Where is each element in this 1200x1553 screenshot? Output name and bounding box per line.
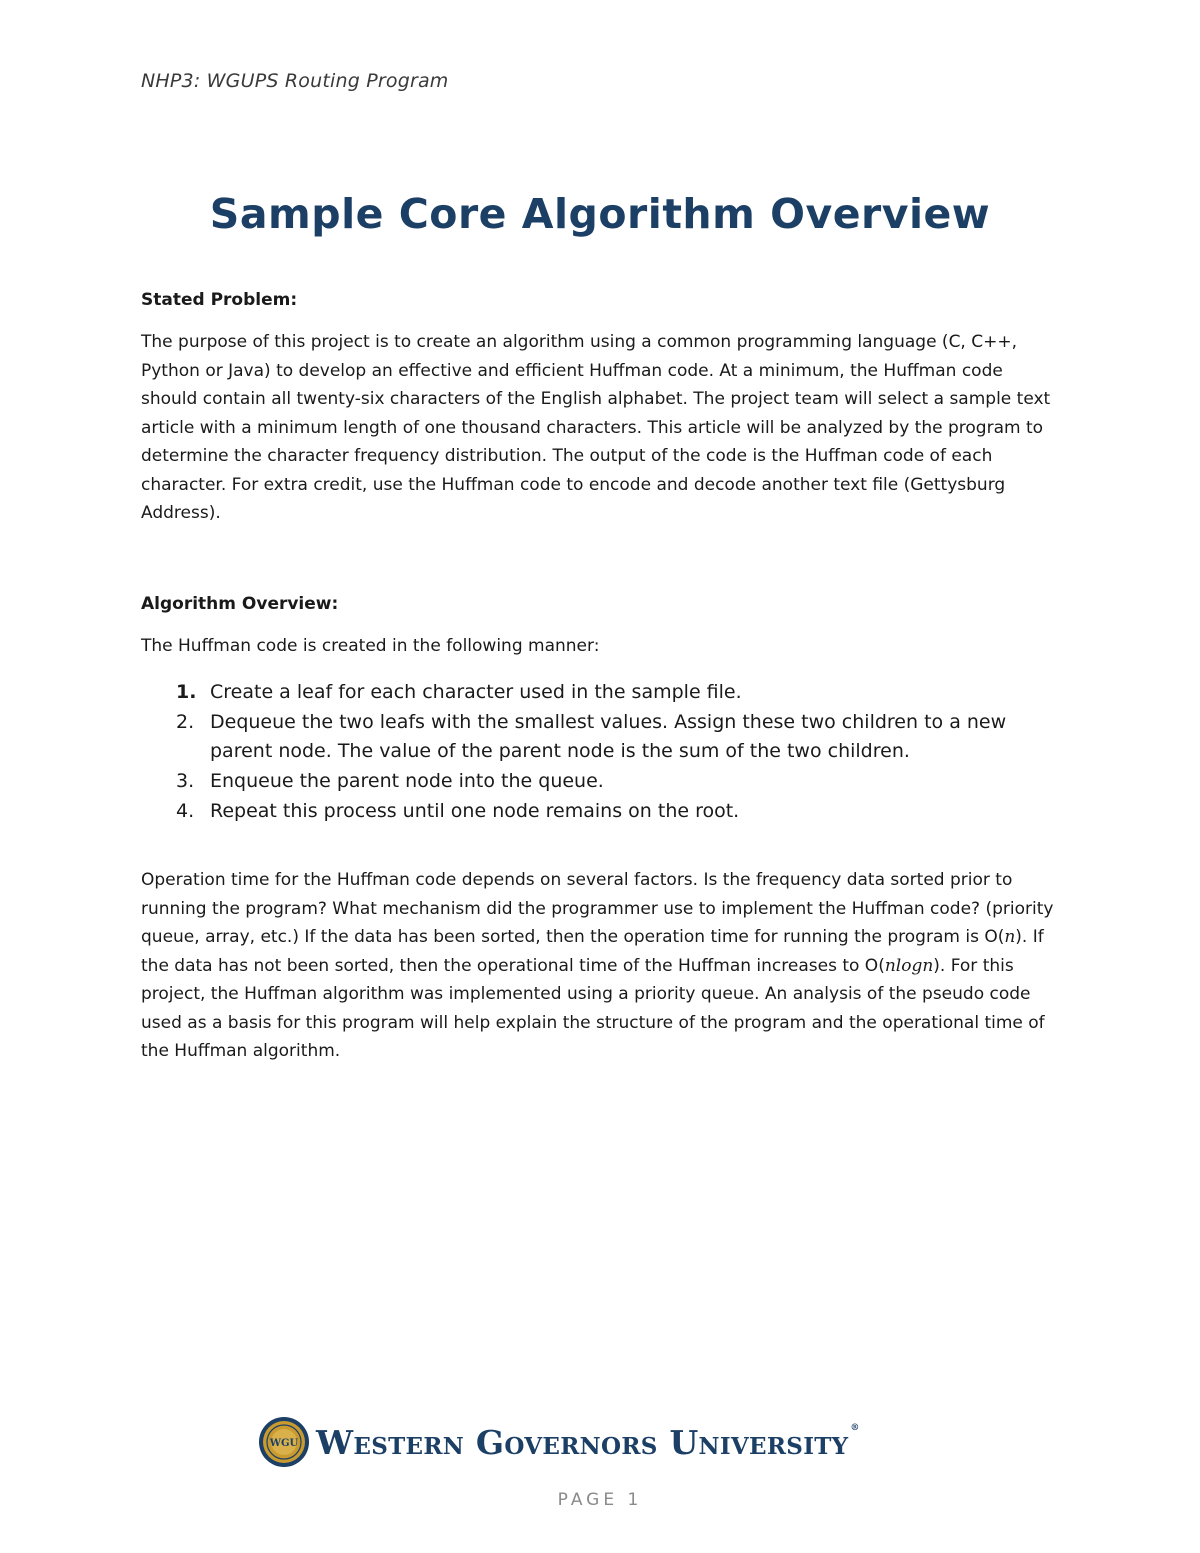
operation-time-text-2: ). If the data has not been sorted, then the operational time of the Huffman increases to O( (141, 927, 1044, 976)
step-number: 2. (176, 711, 195, 733)
list-item (170, 797, 1050, 826)
logo-wordmark-text: Western Governors University (316, 1423, 849, 1462)
step-text: Enqueue the parent node into the queue. (210, 769, 604, 792)
step-number: 1. (176, 681, 197, 703)
list-item (170, 678, 1050, 707)
operation-time-section (141, 866, 1061, 1066)
logo-wordmark (316, 1423, 860, 1462)
wgu-seal-icon (258, 1414, 310, 1470)
algorithm-steps-list (170, 678, 1050, 827)
operation-time-text-3: ). For this project, the Huffman algorithm was implemented using a priority queue. An analysis of the pseudo code used as a basis for this program will help explain the structure of the program and the operational time of the Huffman algorithm. (141, 955, 1045, 1061)
logo-trademark: ® (850, 1423, 860, 1433)
step-number: 3. (176, 769, 195, 792)
algorithm-overview-heading: Algorithm Overview: (141, 594, 339, 614)
step-text: Repeat this process until one node remains on the root. (210, 799, 740, 822)
list-item (170, 767, 1050, 796)
operation-time-body (141, 866, 1061, 1066)
page-number: PAGE 1 (557, 1490, 643, 1510)
step-text: Dequeue the two leafs with the smallest values. Assign these two children to a new parent node. The value of the parent node is the sum of the two children. (210, 711, 1007, 762)
operation-time-text-1: Operation time for the Huffman code depends on several factors. Is the frequency data sorted prior to running the program? What mechanism did the programmer use to implement the Huffman code? (priority queue, array, etc.) If the data has been sorted, then the operation time for running the program is O( (141, 870, 1054, 947)
list-item (170, 708, 1050, 765)
header-note: NHP3: WGUPS Routing Program (141, 70, 449, 92)
step-number: 4. (176, 799, 195, 822)
page-title: Sample Core Algorithm Overview (209, 190, 991, 238)
complexity-n: n (1004, 927, 1016, 947)
stated-problem-body: The purpose of this project is to create an algorithm using a common programming language (C, C++, Python or Java) to develop an effective and efficient Huffman code. At a minimum, the Huffman code should contain all twenty-six characters of the English alphabet. The project team will select a sample text article with a minimum length of one thousand characters. This article will be analyzed by the program to determine the character frequency distribution. The output of the code is the Huffman code of each character. For extra credit, use the Huffman code to encode and decode another text file (Gettysburg Address). (141, 332, 1051, 523)
seal-letters: WGU (269, 1438, 299, 1449)
stated-problem-heading: Stated Problem: (141, 290, 298, 310)
wgu-logo (258, 1412, 918, 1474)
algorithm-overview-intro: The Huffman code is created in the following manner: (141, 636, 600, 656)
complexity-nlogn: nlogn (884, 955, 934, 976)
stated-problem-section (141, 290, 1061, 528)
step-text: Create a leaf for each character used in the sample file. (210, 681, 742, 703)
algorithm-overview-section (141, 594, 1061, 661)
